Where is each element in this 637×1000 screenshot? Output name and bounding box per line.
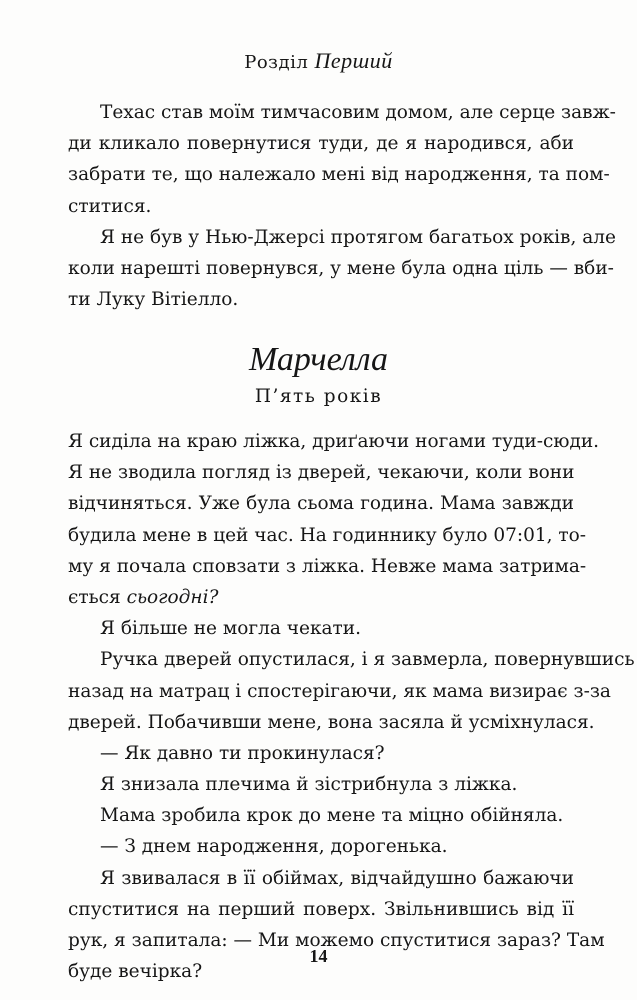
text-line: ти Луку Вітіелло. xyxy=(68,289,239,311)
text-line: назад на матрац і спостерігаючи, як мама визирає з-за xyxy=(68,680,611,702)
text-line: Техас став моїм тимчасовим домом, але серце завж- xyxy=(100,102,616,123)
text-line: Я сиділа на краю ліжка, дриґаючи ногами туди-сюди. xyxy=(68,431,600,452)
emphasized-word: сьогодні? xyxy=(126,586,219,608)
text-line: Ручка дверей опустилася, і я завмерла, повернувшись xyxy=(100,649,635,671)
text-line: будила мене в цей час. На годиннику було 07:01, то- xyxy=(68,524,587,546)
section-subtitle: П’ять років xyxy=(254,386,383,407)
text-run: ється xyxy=(68,586,127,608)
dialogue-line: — З днем народження, дорогенька. xyxy=(100,836,448,858)
chapter-label: Розділ xyxy=(244,52,309,73)
text-line: забрати те, що належало мені від народження, та пом- xyxy=(68,164,610,186)
chapter-number: Перший xyxy=(314,48,393,73)
text-line: рук, я запитала: — Ми можемо спуститися зараз? Там xyxy=(68,930,605,951)
text-line: Я не був у Нью-Джерсі протягом багатьох років, але xyxy=(100,226,616,248)
character-name-heading: Марчелла xyxy=(249,341,388,378)
text-line: відчиняться. Уже була сьома година. Мама завжди xyxy=(68,493,574,515)
bottom-text-block xyxy=(68,426,635,987)
text-line: спуститися на перший поверх. Звільнившись від її xyxy=(68,898,574,920)
text-line: Я не зводила погляд із дверей, чекаючи, коли вони xyxy=(68,462,575,484)
text-line: Я звивалася в її обіймах, відчайдушно бажаючи xyxy=(100,867,574,889)
text-line: коли нарешті повернувся, у мене була одна ціль — вби- xyxy=(68,257,614,279)
text-line: ди кликало повернутися туди, де я народився, аби xyxy=(68,133,574,155)
text-line: буде вечірка? xyxy=(68,961,203,983)
text-line: му я почала сповзати з ліжка. Невже мама затрима- xyxy=(68,555,587,577)
text-line: Я знизала плечима й зістрибнула з ліжка. xyxy=(100,774,518,796)
text-line: ститися. xyxy=(68,195,152,217)
text-line: Мама зробила крок до мене та міцно обійняла. xyxy=(100,805,564,827)
top-text-block xyxy=(68,97,616,315)
page-number: 14 xyxy=(309,946,328,966)
running-header xyxy=(0,48,637,74)
dialogue-line: — Як давно ти прокинулася? xyxy=(100,742,385,764)
text-line: Я більше не могла чекати. xyxy=(100,618,361,640)
text-line xyxy=(68,582,574,613)
text-line: дверей. Побачивши мене, вона засяла й усміхнулася. xyxy=(68,711,595,733)
section-heading xyxy=(0,340,637,412)
